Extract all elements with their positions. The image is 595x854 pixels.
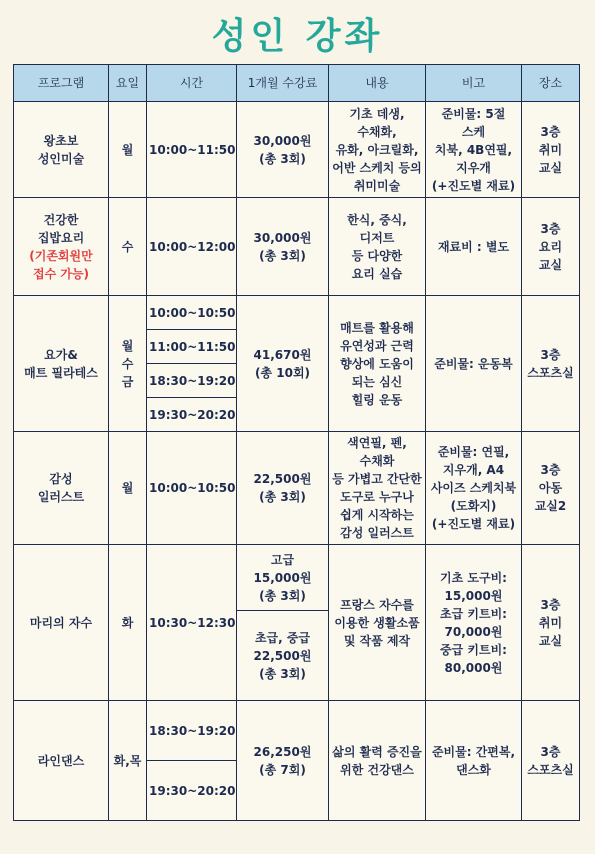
note-line: (도화지) [450,499,497,513]
day-cell: 화,목 [109,701,147,821]
content-line: 기초 데생, 수채화, [349,106,405,139]
time-cell: 18:30~19:20 [147,364,237,398]
fee-amount: 22,500원 [253,472,312,486]
time-cell: 10:00~12:00 [147,198,237,296]
content-line: 색연필, 펜, 수채화 [347,436,407,468]
place-line: 요리 [538,239,563,254]
program-name: 요가& [44,347,78,362]
fee-level: 초급, 중급 [254,630,311,645]
fee-amount: 26,250원 [253,744,312,759]
content-line: 힐링 운동 [351,392,403,407]
place-cell [522,102,580,198]
fee-sessions: (총 3회) [259,666,306,681]
day-line: 월 [121,338,134,353]
content-cell [329,432,426,545]
fee-amount: 15,000원 [253,570,312,585]
content-line: 이용한 생활소품 [334,615,420,630]
fee-cell [237,296,329,432]
content-line: 요리 실습 [351,266,403,281]
fee-amount: 41,670원 [253,347,312,362]
note-cell: 재료비 : 별도 [426,198,522,296]
place-line: 3층 [540,221,561,236]
content-line: 프랑스 자수를 [340,597,414,612]
place-cell [522,701,580,821]
program-cell [14,432,109,545]
fee-sessions: (총 7회) [259,762,306,777]
program-name: 일러스트 [37,490,85,504]
note-line: 15,000원 [444,588,503,603]
place-line: 3층 [540,124,561,139]
content-line: 및 작품 제작 [343,633,411,648]
place-line: 아동 [538,481,563,495]
program-restriction: 접수 가능) [32,266,90,281]
place-cell [522,432,580,545]
fee-cell [237,611,329,701]
note-line: 준비물: 연필, [437,445,510,459]
day-line: 수 [121,356,134,371]
place-line: 3층 [540,744,561,759]
place-line: 스포츠실 [527,762,574,777]
note-line: 기초 도구비: [440,570,507,585]
note-line: 치북, 4B연필, [434,142,513,157]
program-name: 집밥요리 [37,230,85,245]
time-cell: 11:00~11:50 [147,330,237,364]
day-cell: 화 [109,545,147,701]
content-cell [329,701,426,821]
fee-sessions: (총 3회) [259,490,306,504]
header-fee: 1개월 수강료 [237,65,329,102]
time-cell: 19:30~20:20 [147,761,237,821]
note-line: 지우개, A4 [442,463,505,477]
content-line: 위한 건강댄스 [340,762,414,777]
content-line: 삶의 활력 증진을 [332,744,422,759]
header-time: 시간 [147,65,237,102]
table-row [14,296,580,330]
content-line: 쉽게 시작하는 [340,508,414,522]
header-note: 비고 [426,65,522,102]
note-cell: 준비물: 운동복 [426,296,522,432]
fee-cell [237,701,329,821]
program-name: 왕초보 [43,133,79,148]
content-line: 향상에 도움이 [340,356,414,371]
day-cell: 월 [109,432,147,545]
time-cell: 10:30~12:30 [147,545,237,701]
note-line: 초급 키트비: [440,606,507,621]
header-place: 장소 [522,65,580,102]
note-line: (+진도별 재료) [431,178,516,193]
header-program: 프로그램 [14,65,109,102]
program-cell [14,102,109,198]
place-line: 스포츠실 [527,365,574,380]
table-row [14,102,580,198]
day-cell [109,296,147,432]
content-line: 유연성과 근력 [340,338,414,353]
time-cell: 10:00~11:50 [147,102,237,198]
place-cell [522,198,580,296]
time-cell: 18:30~19:20 [147,701,237,761]
place-line: 교실2 [534,499,567,513]
fee-amount: 30,000원 [253,133,312,148]
content-line: 등 가볍고 간단한 [332,472,422,486]
note-line: 준비물: 5절 스케 [441,106,506,139]
content-cell [329,296,426,432]
note-line: 중급 키트비: [440,642,507,657]
place-line: 취미 [538,615,563,630]
fee-amount: 30,000원 [253,230,312,245]
content-line: 한식, 중식, 디저트 [347,212,407,245]
note-cell [426,545,522,701]
table-header-row [14,65,580,102]
note-line: 댄스화 [456,762,491,777]
fee-cell [237,102,329,198]
content-line: 도구로 누구나 [340,490,414,504]
time-cell: 10:00~10:50 [147,432,237,545]
note-line: 70,000원 [444,624,503,639]
note-cell [426,701,522,821]
program-cell [14,198,109,296]
fee-sessions: (총 10회) [254,365,311,380]
note-cell [426,102,522,198]
place-cell [522,545,580,701]
content-line: 유화, 아크릴화, [335,142,419,157]
day-cell: 수 [109,198,147,296]
fee-sessions: (총 3회) [259,248,306,263]
day-line: 금 [121,374,134,389]
content-cell [329,198,426,296]
fee-sessions: (총 3회) [259,151,306,166]
place-line: 교실 [538,257,563,272]
program-restriction: (기존회원만 [29,248,93,263]
note-line: 80,000원 [444,660,503,675]
fee-level: 고급 [270,552,295,567]
place-line: 3층 [540,597,561,612]
note-cell [426,432,522,545]
content-line: 매트를 활용해 [340,320,414,335]
program-name: 감성 [49,472,73,486]
fee-cell [237,432,329,545]
fee-cell [237,545,329,611]
table-row [14,432,580,545]
note-line: (+진도별 재료) [431,517,516,531]
course-schedule-table [13,64,580,821]
table-row [14,701,580,761]
place-line: 교실 [538,633,563,648]
table-row [14,198,580,296]
note-line: 사이즈 스케치북 [430,481,517,495]
place-cell [522,296,580,432]
note-line: 준비물: 간편복, [431,744,516,759]
program-cell: 마리의 자수 [14,545,109,701]
fee-cell [237,198,329,296]
content-cell [329,102,426,198]
header-content: 내용 [329,65,426,102]
fee-amount: 22,500원 [253,648,312,663]
content-line: 감성 일러스트 [340,526,414,540]
page-title: 성인 강좌 [211,16,384,57]
program-name: 성인미술 [37,151,85,166]
program-cell [14,296,109,432]
note-line: 지우개 [456,160,491,175]
place-line: 3층 [540,463,561,477]
content-cell [329,545,426,701]
table-row [14,545,580,611]
fee-sessions: (총 3회) [259,588,306,603]
program-name: 매트 필라테스 [24,365,98,380]
header-day: 요일 [109,65,147,102]
content-line: 어반 스케치 등의 [332,160,422,175]
place-line: 교실 [538,160,563,175]
content-line: 등 다양한 [351,248,403,263]
time-cell: 10:00~10:50 [147,296,237,330]
place-line: 3층 [540,347,561,362]
program-cell: 라인댄스 [14,701,109,821]
time-cell: 19:30~20:20 [147,398,237,432]
place-line: 취미 [538,142,563,157]
program-name: 건강한 [43,212,79,227]
day-cell: 월 [109,102,147,198]
content-line: 취미미술 [353,178,401,193]
content-line: 되는 심신 [351,374,403,389]
